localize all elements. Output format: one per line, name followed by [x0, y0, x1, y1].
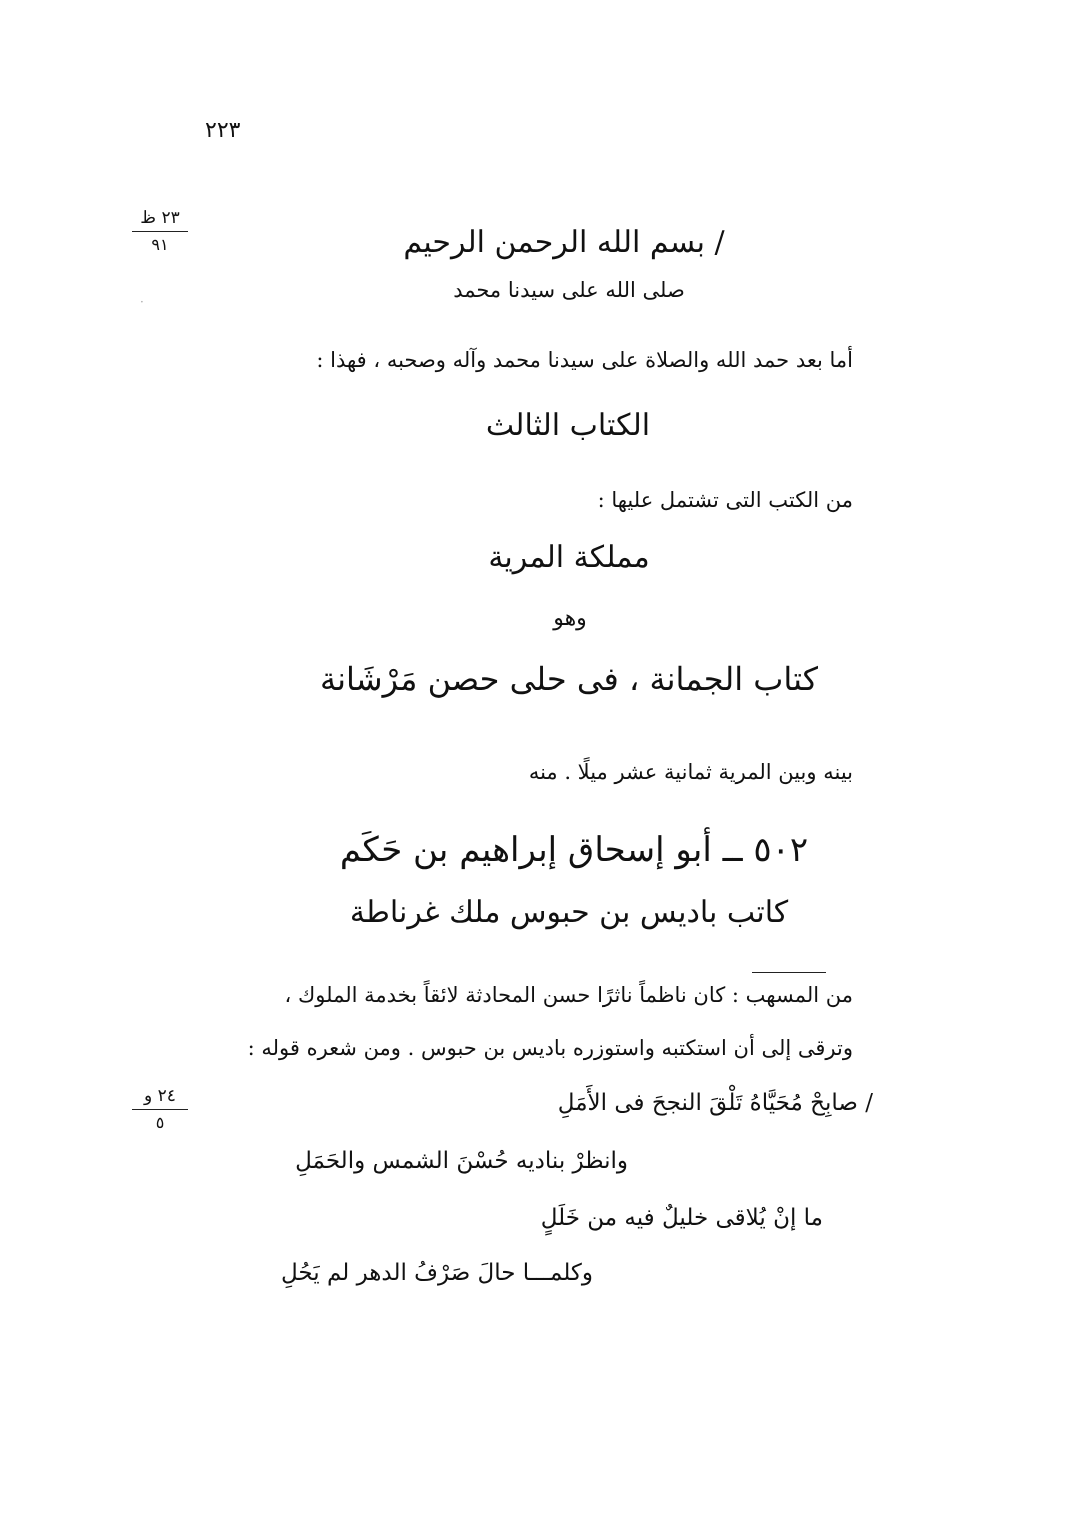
margin-folio-ref: ٢٤ و [144, 1086, 176, 1106]
margin-folio-note [128, 1086, 192, 1132]
body-line: من المسهب : كان ناظماً ناثرًا حسن المحادثة لائقاً بخدمة الملوك ، [284, 983, 853, 1007]
verse-line: وانظرْ بناديه حُسْنَ الشمس والحَمَلِ [295, 1148, 628, 1174]
body-line: وترقى إلى أن استكتبه واستوزره باديس بن حبوس . ومن شعره قوله : [247, 1036, 853, 1060]
margin-folio-ref: ٢٣ ظ [140, 208, 180, 228]
page-number: ٢٢٣ [205, 118, 241, 143]
intro-line: أما بعد حمد الله والصلاة على سيدنا محمد وآله وصحبه ، فهذا : [316, 348, 853, 372]
margin-page-ref: ٩١ [151, 235, 169, 254]
verse-line: / صابِحْ مُحَيَّاهُ تَلْقَ النجحَ فى الأَمَلِ [557, 1090, 873, 1116]
distance-line: بينه وبين المرية ثمانية عشر ميلًا . منه [528, 760, 853, 784]
margin-page-ref: ٥ [155, 1113, 165, 1132]
wahuwa-line: وهو [553, 606, 587, 631]
contents-line: من الكتب التى تشتمل عليها : [597, 488, 853, 512]
entry-title: ٥٠٢ ــ أبو إسحاق إبراهيم بن حَكَم [339, 830, 809, 870]
margin-smudge: · [140, 295, 144, 309]
kingdom-heading: مملكة المرية [488, 540, 650, 575]
entry-subtitle: كاتب باديس بن حبوس ملك غرناطة [349, 895, 789, 930]
basmala: / بسم الله الرحمن الرحيم [403, 225, 725, 260]
sub-book-heading: كتاب الجمانة ، فى حلى حصن مَرْشَانة [319, 660, 819, 698]
verse-line: وكلمـــا حالَ صَرْفُ الدهر لم يَحُلِ [280, 1260, 593, 1286]
salat-line: صلى الله على سيدنا محمد [453, 278, 685, 302]
verse-line: ما إنْ يُلاقى خليلٌ فيه من خَلَلٍ [540, 1205, 823, 1231]
book-title: الكتاب الثالث [485, 408, 651, 443]
section-divider [752, 972, 826, 973]
